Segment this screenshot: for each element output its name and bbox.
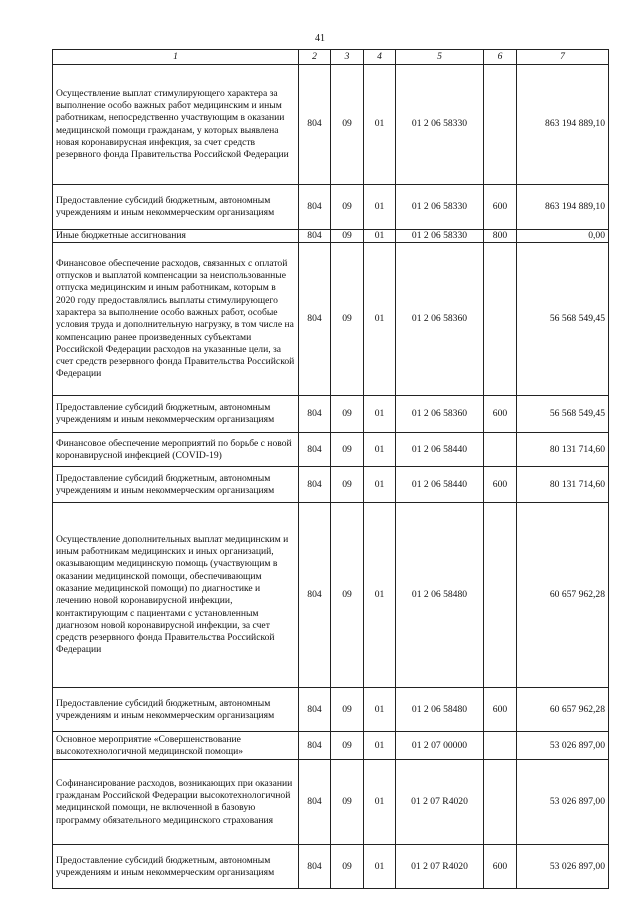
table-row [53, 433, 609, 467]
row-csr: 01 2 06 58330 [396, 65, 484, 185]
row-pr: 01 [364, 732, 396, 760]
row-vr: 600 [484, 845, 517, 889]
row-rz: 09 [331, 688, 364, 732]
table-row [53, 760, 609, 845]
col-header-6: 6 [484, 50, 517, 65]
row-csr: 01 2 06 58480 [396, 503, 484, 688]
row-rz: 09 [331, 845, 364, 889]
row-vr [484, 732, 517, 760]
row-name: Финансовое обеспечение мероприятий по борьбе с новой коронавирусной инфекцией (COVID-19) [53, 433, 299, 467]
table-row [53, 65, 609, 185]
row-csr: 01 2 06 58330 [396, 185, 484, 230]
row-pr: 01 [364, 503, 396, 688]
row-ved: 804 [299, 688, 331, 732]
col-header-3: 3 [331, 50, 364, 65]
row-ved: 804 [299, 243, 331, 396]
row-csr: 01 2 06 58360 [396, 243, 484, 396]
row-pr: 01 [364, 396, 396, 433]
row-vr: 600 [484, 396, 517, 433]
row-rz: 09 [331, 732, 364, 760]
row-name: Предоставление субсидий бюджетным, автономным учреждениям и иным некоммерческим организациям [53, 185, 299, 230]
row-vr: 800 [484, 230, 517, 243]
row-name: Предоставление субсидий бюджетным, автономным учреждениям и иным некоммерческим организациям [53, 845, 299, 889]
budget-table [52, 49, 609, 889]
row-csr: 01 2 06 58440 [396, 467, 484, 503]
row-name: Софинансирование расходов, возникающих при оказании гражданам Российской Федерации высокотехнологичной медицинской помощи, не включенной в базовую программу обязательного медицинского страхования [53, 760, 299, 845]
table-row [53, 243, 609, 396]
row-csr: 01 2 07 R4020 [396, 760, 484, 845]
row-pr: 01 [364, 230, 396, 243]
row-name: Предоставление субсидий бюджетным, автономным учреждениям и иным некоммерческим организациям [53, 396, 299, 433]
row-vr [484, 503, 517, 688]
row-amount: 863 194 889,10 [517, 185, 609, 230]
row-ved: 804 [299, 185, 331, 230]
row-csr: 01 2 07 R4020 [396, 845, 484, 889]
row-rz: 09 [331, 467, 364, 503]
row-ved: 804 [299, 760, 331, 845]
row-vr: 600 [484, 467, 517, 503]
table-row [53, 845, 609, 889]
row-pr: 01 [364, 433, 396, 467]
row-name: Осуществление выплат стимулирующего характера за выполнение особо важных работ медицинским и иным работникам, непосредственно участвующим в оказании медицинской помощи гражданам, у которых выявлена новая коронавирусная инфекция, за счет средств резервного фонда Правительства Российской Федерации [53, 65, 299, 185]
row-amount: 60 657 962,28 [517, 503, 609, 688]
col-header-1: 1 [53, 50, 299, 65]
row-amount: 56 568 549,45 [517, 396, 609, 433]
row-rz: 09 [331, 503, 364, 688]
col-header-4: 4 [364, 50, 396, 65]
row-amount: 863 194 889,10 [517, 65, 609, 185]
row-ved: 804 [299, 230, 331, 243]
row-name: Предоставление субсидий бюджетным, автономным учреждениям и иным некоммерческим организациям [53, 688, 299, 732]
col-header-5: 5 [396, 50, 484, 65]
row-pr: 01 [364, 845, 396, 889]
row-ved: 804 [299, 396, 331, 433]
row-pr: 01 [364, 65, 396, 185]
row-ved: 804 [299, 433, 331, 467]
row-amount: 0,00 [517, 230, 609, 243]
row-vr [484, 760, 517, 845]
row-rz: 09 [331, 65, 364, 185]
row-ved: 804 [299, 732, 331, 760]
header-row [53, 50, 609, 65]
row-rz: 09 [331, 433, 364, 467]
row-amount: 53 026 897,00 [517, 732, 609, 760]
table-row [53, 688, 609, 732]
row-csr: 01 2 06 58440 [396, 433, 484, 467]
row-csr: 01 2 06 58480 [396, 688, 484, 732]
row-ved: 804 [299, 503, 331, 688]
row-amount: 53 026 897,00 [517, 760, 609, 845]
row-amount: 80 131 714,60 [517, 433, 609, 467]
row-rz: 09 [331, 185, 364, 230]
row-vr [484, 65, 517, 185]
table-row [53, 396, 609, 433]
row-pr: 01 [364, 760, 396, 845]
table-row [53, 503, 609, 688]
row-ved: 804 [299, 845, 331, 889]
col-header-2: 2 [299, 50, 331, 65]
row-csr: 01 2 07 00000 [396, 732, 484, 760]
table-row [53, 467, 609, 503]
row-pr: 01 [364, 243, 396, 396]
row-amount: 60 657 962,28 [517, 688, 609, 732]
row-rz: 09 [331, 396, 364, 433]
table-row [53, 732, 609, 760]
row-vr [484, 433, 517, 467]
row-ved: 804 [299, 467, 331, 503]
row-vr: 600 [484, 688, 517, 732]
row-amount: 80 131 714,60 [517, 467, 609, 503]
row-name: Осуществление дополнительных выплат медицинским и иным работникам медицинских и иных организаций, оказывающим медицинскую помощь (участвующим в оказании медицинской помощи, обеспечивающим оказание медицинской помощи) по диагностике и лечению новой коронавирусной инфекции, контактирующим с пациентами с установленным диагнозом новой коронавирусной инфекции, за счет средств резервного фонда Правительства Российской Федерации [53, 503, 299, 688]
row-name: Финансовое обеспечение расходов, связанных с оплатой отпусков и выплатой компенсации за неиспользованные отпуска медицинским и иным работникам, которым в 2020 году предоставлялись выплаты стимулирующего характера за выполнение особо важных работ, особые условия труда и дополнительную нагрузку, в том числе на компенсацию ранее произведенных субъектами Российской Федерации расходов на указанные цели, за счет средств резервного фонда Правительства Российской Федерации [53, 243, 299, 396]
row-name: Предоставление субсидий бюджетным, автономным учреждениям и иным некоммерческим организациям [53, 467, 299, 503]
row-rz: 09 [331, 243, 364, 396]
row-rz: 09 [331, 760, 364, 845]
row-pr: 01 [364, 185, 396, 230]
row-vr [484, 243, 517, 396]
table-row [53, 230, 609, 243]
page-number: 41 [315, 33, 325, 44]
row-pr: 01 [364, 467, 396, 503]
col-header-7: 7 [517, 50, 609, 65]
row-pr: 01 [364, 688, 396, 732]
row-amount: 56 568 549,45 [517, 243, 609, 396]
row-rz: 09 [331, 230, 364, 243]
table-row [53, 185, 609, 230]
row-name: Иные бюджетные ассигнования [53, 230, 299, 243]
row-amount: 53 026 897,00 [517, 845, 609, 889]
row-csr: 01 2 06 58360 [396, 396, 484, 433]
row-vr: 600 [484, 185, 517, 230]
row-ved: 804 [299, 65, 331, 185]
row-name: Основное мероприятие «Совершенствование высокотехнологичной медицинской помощи» [53, 732, 299, 760]
row-csr: 01 2 06 58330 [396, 230, 484, 243]
